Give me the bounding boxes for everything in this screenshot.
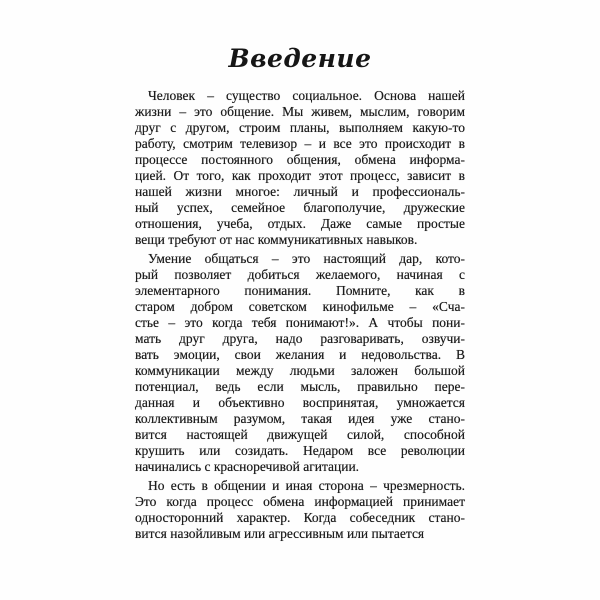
text-line: стье – это когда тебя понимают!». А чтобы пони- <box>135 315 465 330</box>
text-line: вится настоящей движущей силой, способной <box>135 427 465 442</box>
chapter-title: Введение <box>228 44 372 73</box>
text-line: Но есть в общении и иная сторона – чрезмерность. <box>148 478 465 493</box>
text-line: цией. От того, как проходит этот процесс, зависит в <box>135 168 465 183</box>
text-line: коллективным разумом, такая идея уже стано- <box>135 411 465 426</box>
text-line: коммуникации между людьми заложен большой <box>135 363 465 378</box>
text-line: Человек – существо социальное. Основа нашей <box>148 88 465 103</box>
text-line: рый позволяет добиться желаемого, начиная с <box>135 267 465 282</box>
text-line: Это когда процесс обмена информацией принимает <box>135 494 465 509</box>
text-line: крушить или созидать. Недаром все революции <box>135 443 465 458</box>
text-line: друг с другом, строим планы, выполняем какую-то <box>135 120 465 135</box>
text-line: вится назойливым или агрессивным или пытается <box>135 526 425 541</box>
text-line: данная и объективно воспринятая, умножается <box>135 395 465 410</box>
text-line: работу, смотрим телевизор – и все это происходит в <box>135 136 465 151</box>
text-line: нашей жизни многое: личный и профессиональ- <box>135 184 465 199</box>
text-line: вещи требуют от нас коммуникативных навыков. <box>135 232 418 247</box>
paragraph <box>135 88 465 248</box>
text-line: начинались с красноречивой агитации. <box>135 459 360 474</box>
text-line: отношения, учеба, отдых. Даже самые простые <box>135 216 465 231</box>
text-line: ный успех, семейное благополучие, дружеские <box>135 200 465 215</box>
text-line: элементарного понимания. Помните, как в <box>135 283 465 298</box>
text-line: потенциал, ведь если мысль, правильно пере- <box>135 379 465 394</box>
text-line: жизни – это общение. Мы живем, мыслим, говорим <box>135 104 465 119</box>
text-line: вать эмоции, свои желания и недовольства. В <box>135 347 465 362</box>
text-line: односторонний характер. Когда собеседник стано- <box>135 510 465 525</box>
page-body <box>135 88 465 545</box>
text-line: процессе постоянного общения, обмена информа- <box>135 152 465 167</box>
text-line: старом добром советском кинофильме – «Сча- <box>135 299 465 314</box>
text-line: Умение общаться – это настоящий дар, кото- <box>148 251 465 266</box>
paragraph <box>135 251 465 475</box>
paragraph <box>135 478 465 542</box>
text-line: мать друг друга, надо разговаривать, озвучи- <box>135 331 465 346</box>
